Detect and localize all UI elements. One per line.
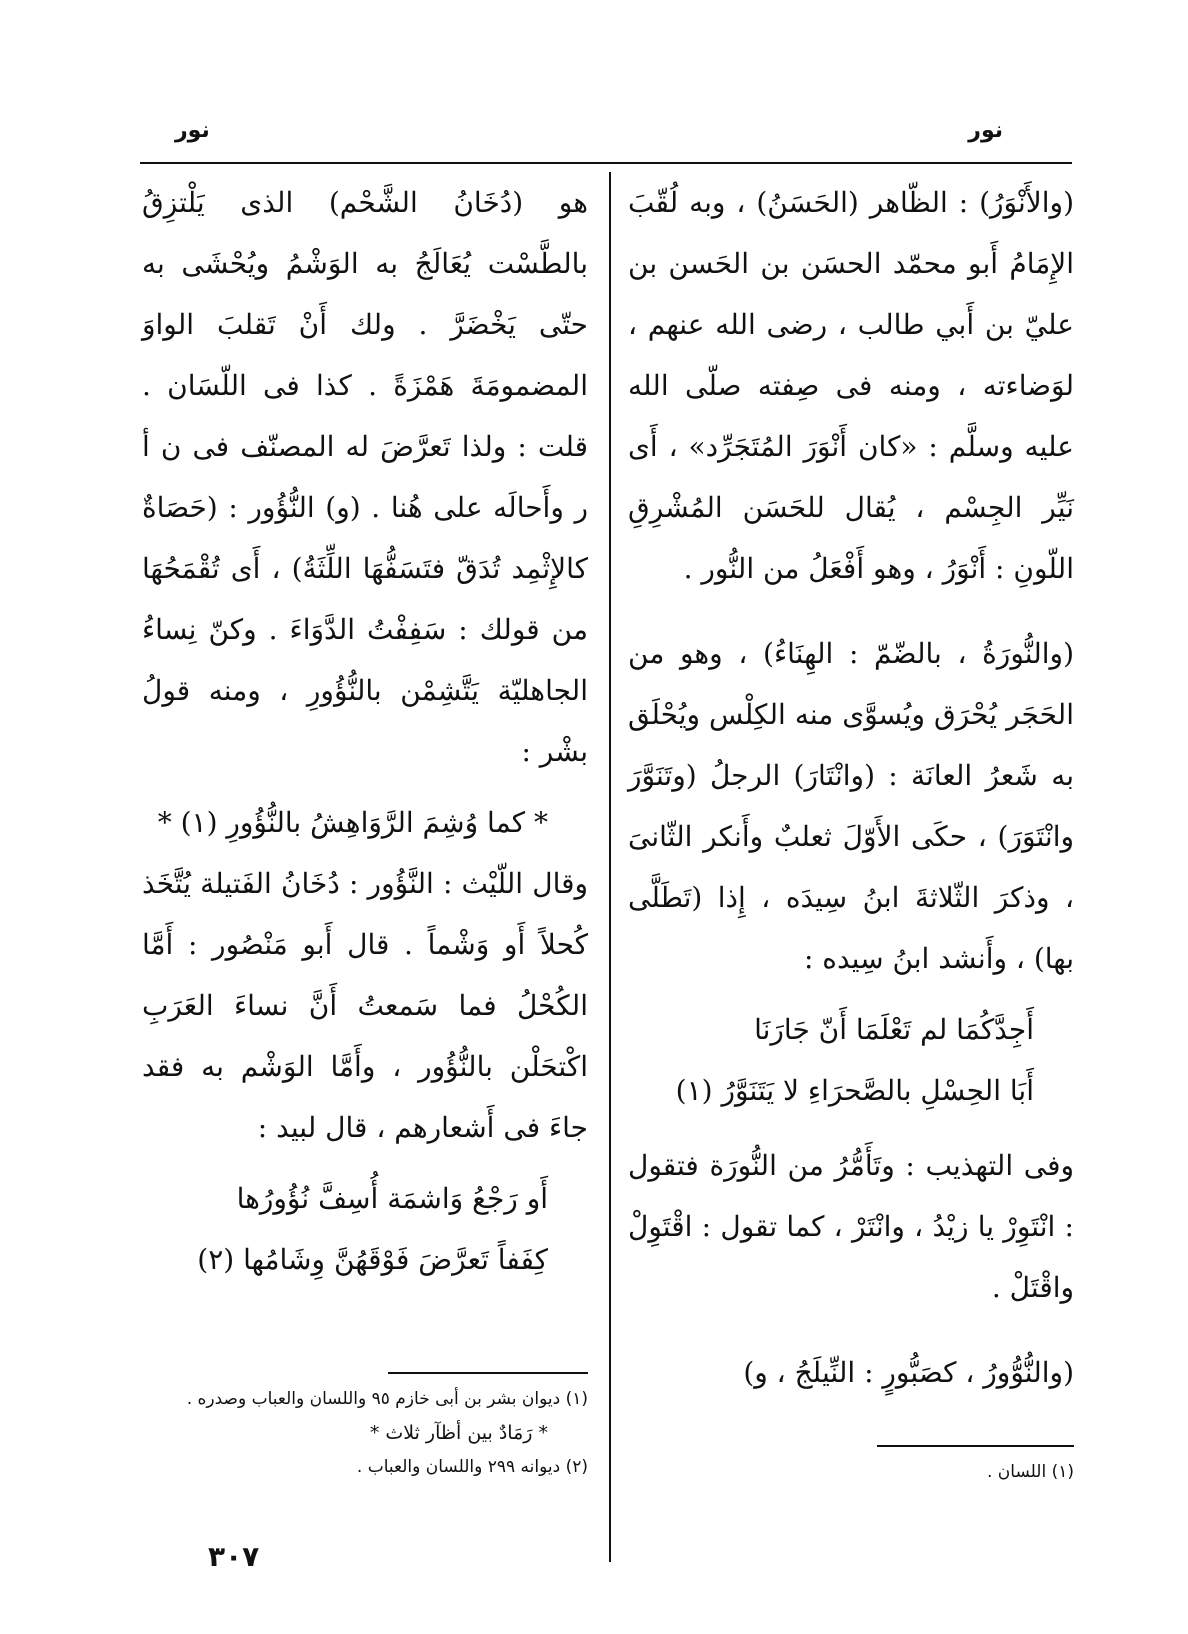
left-column [142, 172, 588, 1290]
footnotes-left [142, 1382, 588, 1484]
footnote-verse: * رَمَادٌ بين أظآر ثلاث * [369, 1422, 548, 1444]
verse-line: أَبَا الحِسْلِ بالصَّحرَاءِ لا يَتَنَوَّرُ (١) [675, 1074, 1034, 1107]
entry-continuation: هو (دُخَانُ الشَّحْم) الذى يَلْتزِقُ بالطَّسْت يُعَالَجُ به الوَشْمُ ويُحْشَى به حتّى يَخْضَرَّ . ولك أَنْ تَقلبَ الواوَ المضمومَةَ هَمْزَةً . كذا فى اللّسَان . قلت : ولذا تَعرَّضَ له المصنّف فى ن أ ر وأَحالَه على هُنا . (و) النُّؤُور : (حَصَاةٌ كالإِثْمِد تُدَقّ فتَسَفُّهَا اللِّثَةُ) ، أَى تُقْمَحُهَا من قولك : سَفِفْتُ الدَّوَاءَ . وكنّ نِساءُ الجاهليّة يَتَّشِمْن بالنُّؤُورِ ، ومنه قولُ بشْر : [142, 186, 588, 768]
tahdhib-paragraph: وفى التهذيب : وتَأَمُّرُ من النُّورَة فتقول : انْتَوِرْ يا زيْدُ ، وانْتَرْ ، كما تقول : اقْتَوِلْ واقْتَلْ . [628, 1149, 1074, 1304]
page-number: ٣٠٧ [208, 1540, 260, 1573]
verse-line: أَجِدَّكُمَا لم تَعْلَمَا أَنّ جَارَنَا [754, 1013, 1034, 1046]
entry-anwar: (والأَنْوَرُ) : الظّاهر (الحَسَنُ) ، وبه لُقّبَ الإِمَامُ أَبو محمّد الحسَن بن الحَسن بن عليّ بن أَبي طالب ، رضى الله عنهم ، لوَضاءته ، ومنه فى صِفته صلّى الله عليه وسلَّم : «كان أَنْوَرَ المُتَجَرِّد» ، أَى نَيِّر الجِسْم ، يُقال للحَسَن المُشْرِقِ اللّونِ : أَنْوَرُ ، وهو أَفْعَلُ من النُّور . [628, 186, 1074, 585]
verse-line: أَو رَجْعُ وَاشمَة أُسِفَّ نُؤُورُها [236, 1182, 548, 1215]
column-divider [609, 172, 611, 1562]
footnote-rule [388, 1372, 588, 1374]
verse-line: كِفَفاً تَعرَّضَ فَوْقَهُنَّ وِشَامُها (٢) [197, 1243, 548, 1276]
footnotes-right [628, 1455, 1074, 1489]
running-header-left: نور [175, 118, 210, 143]
layth-paragraph: وقال اللّيْث : النَّؤُور : دُخَانُ الفَتيلة يُتَّخَذ كُحلاً أَو وَشْماً . قال أَبو مَنْصُور : أَمَّا الكُحْلُ فما سَمعتُ أَنَّ نساءَ العَرَبِ اكْتحَلْن بالنُّؤُور ، وأَمَّا الوَشْم به فقد جاءَ فى أَشعارهم ، قال لبيد : [142, 867, 588, 1144]
entry-nuwwur: (والنُّوُّورُ ، كصَبُّورٍ : النِّيلَجُ ، و) [743, 1356, 1074, 1389]
verse-line: * كما وُشِمَ الرَّوَاهِشُ بالنُّؤُورِ (١) * [157, 806, 548, 839]
footnote: (١) اللسان . [987, 1462, 1074, 1482]
running-header-right: نور [968, 118, 1003, 143]
footnote: (٢) ديوانه ٢٩٩ واللسان والعباب . [356, 1457, 588, 1477]
right-column [628, 172, 1074, 1413]
entry-nura: (والنُّورَةُ ، بالضّمّ : الهِنَاءُ) ، وهو من الحَجَر يُحْرَق ويُسوَّى منه الكِلْس ويُحْلَق به شَعرُ العانَة : (وانْتَارَ) الرجلُ (وتَنَوَّرَ وانْتَوَرَ) ، حكَى الأَوّلَ ثعلبٌ وأَنكر الثّانىَ ، وذكرَ الثّلاثةَ ابنُ سِيدَه ، إِذا (تَطَلَّى بها) ، وأَنشد ابنُ سِيده : [628, 637, 1074, 975]
header-rule [140, 162, 1072, 164]
footnote: (١) ديوان بشر بن أبى خازم ٩٥ واللسان والعباب وصدره . [186, 1389, 588, 1409]
footnote-rule [877, 1445, 1074, 1447]
